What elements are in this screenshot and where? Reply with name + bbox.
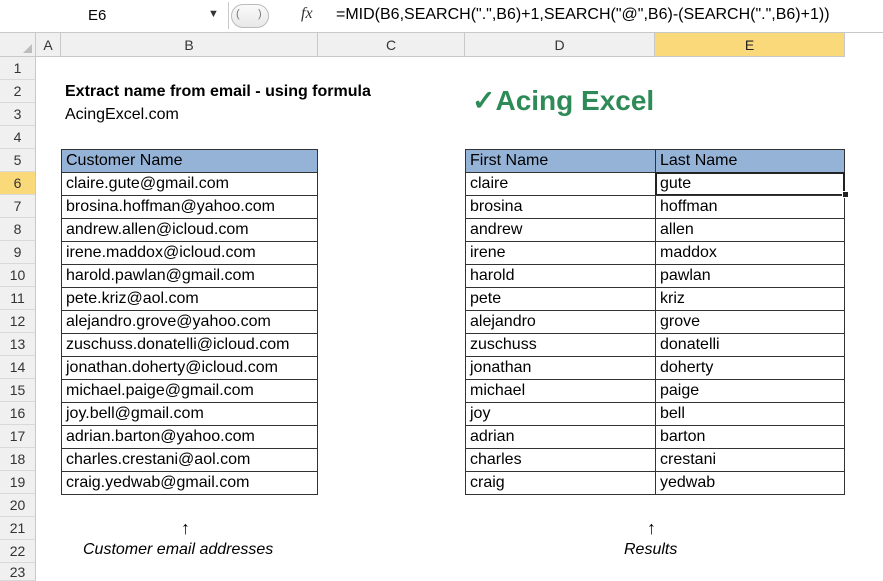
first-name-cell[interactable]: claire: [465, 172, 656, 196]
table-row-email[interactable]: adrian.barton@yahoo.com: [61, 425, 318, 449]
last-name-cell[interactable]: pawlan: [655, 264, 845, 288]
table-row-email[interactable]: joy.bell@gmail.com: [61, 402, 318, 426]
name-box[interactable]: [0, 2, 229, 29]
row-header-6[interactable]: 6: [0, 172, 36, 195]
row-header-17[interactable]: 17: [0, 425, 36, 448]
first-name-cell[interactable]: alejandro: [465, 310, 656, 334]
table-row-email[interactable]: zuschuss.donatelli@icloud.com: [61, 333, 318, 357]
first-name-cell[interactable]: irene: [465, 241, 656, 265]
row-header-4[interactable]: 4: [0, 126, 36, 149]
chevron-down-icon[interactable]: ▼: [208, 8, 219, 20]
name-box-value: E6: [88, 7, 107, 24]
last-name-cell[interactable]: maddox: [655, 241, 845, 265]
active-cell[interactable]: gute: [655, 172, 845, 196]
last-name-cell[interactable]: kriz: [655, 287, 845, 311]
logo-text: Acing Excel: [495, 85, 655, 116]
formula-bar-handle[interactable]: [231, 4, 269, 28]
first-name-cell[interactable]: michael: [465, 379, 656, 403]
table-row-email[interactable]: craig.yedwab@gmail.com: [61, 471, 318, 495]
last-name-cell[interactable]: grove: [655, 310, 845, 334]
function-icon[interactable]: fx: [301, 5, 313, 22]
first-name-header[interactable]: First Name: [465, 149, 656, 173]
last-name-cell[interactable]: bell: [655, 402, 845, 426]
row-header-19[interactable]: 19: [0, 471, 36, 494]
select-all-button[interactable]: [0, 33, 36, 57]
first-name-cell[interactable]: brosina: [465, 195, 656, 219]
row-header-14[interactable]: 14: [0, 356, 36, 379]
acing-excel-logo: [472, 84, 654, 117]
last-name-cell[interactable]: crestani: [655, 448, 845, 472]
column-header-b[interactable]: B: [61, 33, 318, 57]
left-annotation: Customer email addresses: [83, 541, 274, 558]
checkmark-icon: ✓: [472, 85, 496, 116]
row-header-10[interactable]: 10: [0, 264, 36, 287]
table-row-email[interactable]: irene.maddox@icloud.com: [61, 241, 318, 265]
up-arrow-icon: ↑: [181, 518, 190, 538]
table-row-email[interactable]: jonathan.doherty@icloud.com: [61, 356, 318, 380]
column-header-a[interactable]: A: [36, 33, 61, 57]
first-name-cell[interactable]: pete: [465, 287, 656, 311]
fill-handle[interactable]: [842, 191, 849, 198]
table-row-email[interactable]: claire.gute@gmail.com: [61, 172, 318, 196]
row-header-7[interactable]: 7: [0, 195, 36, 218]
row-header-11[interactable]: 11: [0, 287, 36, 310]
site-name: AcingExcel.com: [65, 106, 179, 123]
formula-controls: [229, 2, 329, 29]
row-header-20[interactable]: 20: [0, 494, 36, 517]
first-name-cell[interactable]: craig: [465, 471, 656, 495]
row-header-2[interactable]: 2: [0, 80, 36, 103]
row-header-13[interactable]: 13: [0, 333, 36, 356]
formula-input[interactable]: =MID(B6,SEARCH(".",B6)+1,SEARCH("@",B6)-(SEARCH(".",B6)+1)): [336, 6, 830, 23]
row-header-18[interactable]: 18: [0, 448, 36, 471]
table-row-email[interactable]: charles.crestani@aol.com: [61, 448, 318, 472]
right-annotation: Results: [624, 541, 678, 558]
dot-icon: (: [236, 8, 240, 20]
up-arrow-icon: ↑: [647, 518, 656, 538]
last-name-cell[interactable]: allen: [655, 218, 845, 242]
table-row-email[interactable]: andrew.allen@icloud.com: [61, 218, 318, 242]
table-row-email[interactable]: michael.paige@gmail.com: [61, 379, 318, 403]
last-name-cell[interactable]: paige: [655, 379, 845, 403]
first-name-cell[interactable]: charles: [465, 448, 656, 472]
row-header-16[interactable]: 16: [0, 402, 36, 425]
column-header-e[interactable]: E: [655, 33, 845, 57]
first-name-cell[interactable]: zuschuss: [465, 333, 656, 357]
first-name-cell[interactable]: harold: [465, 264, 656, 288]
column-header-d[interactable]: D: [465, 33, 655, 57]
table-row-email[interactable]: pete.kriz@aol.com: [61, 287, 318, 311]
last-name-cell[interactable]: hoffman: [655, 195, 845, 219]
last-name-header[interactable]: Last Name: [655, 149, 845, 173]
dot-icon: ): [258, 8, 262, 20]
row-header-23[interactable]: 23: [0, 563, 36, 581]
last-name-cell[interactable]: yedwab: [655, 471, 845, 495]
last-name-cell[interactable]: donatelli: [655, 333, 845, 357]
column-header-c[interactable]: C: [318, 33, 465, 57]
row-header-5[interactable]: 5: [0, 149, 36, 172]
last-name-cell[interactable]: barton: [655, 425, 845, 449]
row-header-9[interactable]: 9: [0, 241, 36, 264]
first-name-cell[interactable]: jonathan: [465, 356, 656, 380]
table-row-email[interactable]: harold.pawlan@gmail.com: [61, 264, 318, 288]
sheet-title: Extract name from email - using formula: [65, 83, 371, 100]
row-header-22[interactable]: 22: [0, 540, 36, 563]
first-name-cell[interactable]: adrian: [465, 425, 656, 449]
first-name-cell[interactable]: joy: [465, 402, 656, 426]
row-header-15[interactable]: 15: [0, 379, 36, 402]
row-header-1[interactable]: 1: [0, 57, 36, 80]
row-header-21[interactable]: 21: [0, 517, 36, 540]
row-header-12[interactable]: 12: [0, 310, 36, 333]
table-row-email[interactable]: brosina.hoffman@yahoo.com: [61, 195, 318, 219]
formula-bar: [0, 0, 883, 33]
last-name-cell[interactable]: doherty: [655, 356, 845, 380]
row-header-3[interactable]: 3: [0, 103, 36, 126]
row-header-8[interactable]: 8: [0, 218, 36, 241]
table-row-email[interactable]: alejandro.grove@yahoo.com: [61, 310, 318, 334]
first-name-cell[interactable]: andrew: [465, 218, 656, 242]
customer-name-header[interactable]: Customer Name: [61, 149, 318, 173]
